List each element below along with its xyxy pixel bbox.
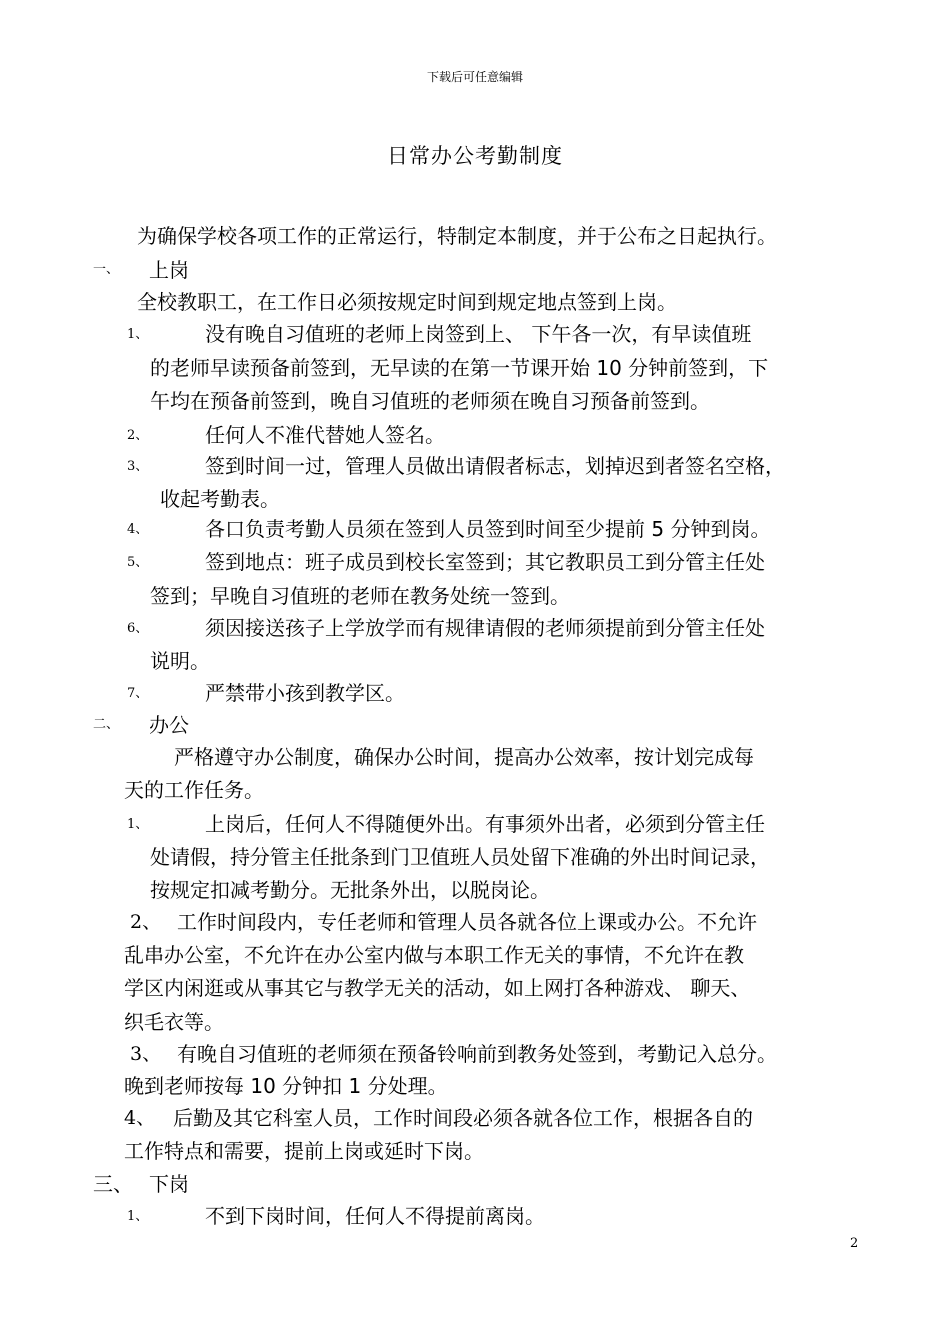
section-1-lead: 全校教职工，在工作日必须按规定时间到规定地点签到上岗。 bbox=[137, 290, 677, 314]
item-line: 任何人不准代替她人签名。 bbox=[205, 423, 445, 447]
item-number: 4、 bbox=[124, 1107, 156, 1129]
item-number: 2、 bbox=[130, 911, 162, 933]
item-line: 说明。 bbox=[150, 649, 210, 673]
item-line: 的老师早读预备前签到，无早读的在第一节课开始 10 分钟前签到，下 bbox=[150, 356, 769, 380]
item-line: 不到下岗时间，任何人不得提前离岗。 bbox=[205, 1204, 545, 1228]
item-line: 后勤及其它科室人员，工作时间段必须各就各位工作，根据各自的 bbox=[173, 1106, 753, 1130]
item-number: 1、 bbox=[127, 817, 149, 832]
item-line: 收起考勤表。 bbox=[160, 487, 280, 511]
item-line: 学区内闲逛或从事其它与教学无关的活动，如上网打各种游戏、 聊天、 bbox=[124, 976, 751, 1000]
item-number: 4、 bbox=[127, 522, 149, 537]
item-line: 各口负责考勤人员须在签到人员签到时间至少提前 5 分钟到岗。 bbox=[205, 517, 771, 541]
item-number: 3、 bbox=[127, 459, 149, 474]
section-1-heading: 上岗 bbox=[149, 258, 189, 282]
item-line: 晚到老师按每 10 分钟扣 1 分处理。 bbox=[124, 1074, 448, 1098]
section-3-heading: 下岗 bbox=[149, 1172, 189, 1196]
item-line: 工作特点和需要，提前上岗或延时下岗。 bbox=[124, 1139, 484, 1163]
item-line: 午均在预备前签到，晚自习值班的老师须在晚自习预备前签到。 bbox=[150, 389, 710, 413]
item-line: 织毛衣等。 bbox=[124, 1010, 224, 1034]
section-3-mark: 三、 bbox=[93, 1172, 133, 1196]
item-line: 签到；早晚自习值班的老师在教务处统一签到。 bbox=[150, 584, 570, 608]
section-2-mark: 二、 bbox=[93, 717, 120, 732]
item-line: 有晚自习值班的老师须在预备铃响前到教务处签到，考勤记入总分。 bbox=[177, 1042, 777, 1066]
item-number: 2、 bbox=[127, 428, 149, 443]
item-number: 6、 bbox=[127, 621, 149, 636]
item-line: 处请假，持分管主任批条到门卫值班人员处留下准确的外出时间记录， bbox=[150, 845, 770, 869]
item-line: 严禁带小孩到教学区。 bbox=[205, 681, 405, 705]
section-2-lead: 天的工作任务。 bbox=[124, 778, 264, 802]
section-2-heading: 办公 bbox=[149, 713, 189, 737]
item-line: 须因接送孩子上学放学而有规律请假的老师须提前到分管主任处 bbox=[205, 616, 765, 640]
item-number: 7、 bbox=[127, 686, 149, 701]
item-line: 乱串办公室，不允许在办公室内做与本职工作无关的事情，不允许在教 bbox=[124, 943, 744, 967]
section-2-lead: 严格遵守办公制度，确保办公时间，提高办公效率，按计划完成每 bbox=[174, 745, 754, 769]
item-line: 签到地点：班子成员到校长室签到；其它教职员工到分管主任处 bbox=[205, 550, 765, 574]
item-line: 签到时间一过，管理人员做出请假者标志，划掉迟到者签名空格， bbox=[205, 454, 785, 478]
section-1-mark: 一、 bbox=[93, 262, 120, 277]
item-line: 没有晚自习值班的老师上岗签到上、 下午各一次，有早读值班 bbox=[205, 322, 752, 346]
item-line: 按规定扣减考勤分。无批条外出，以脱岗论。 bbox=[150, 878, 550, 902]
item-line: 工作时间段内，专任老师和管理人员各就各位上课或办公。不允许 bbox=[177, 910, 757, 934]
item-line: 上岗后，任何人不得随便外出。有事须外出者，必须到分管主任 bbox=[205, 812, 765, 836]
page-header: 下载后可任意编辑 bbox=[426, 70, 523, 84]
item-number: 5、 bbox=[127, 555, 149, 570]
item-number: 3、 bbox=[130, 1043, 162, 1065]
document-title: 日常办公考勤制度 bbox=[387, 144, 563, 168]
intro-paragraph: 为确保学校各项工作的正常运行，特制定本制度，并于公布之日起执行。 bbox=[137, 224, 777, 248]
item-number: 1、 bbox=[127, 1209, 149, 1224]
item-number: 1、 bbox=[127, 327, 149, 342]
page-number: 2 bbox=[850, 1236, 859, 1251]
